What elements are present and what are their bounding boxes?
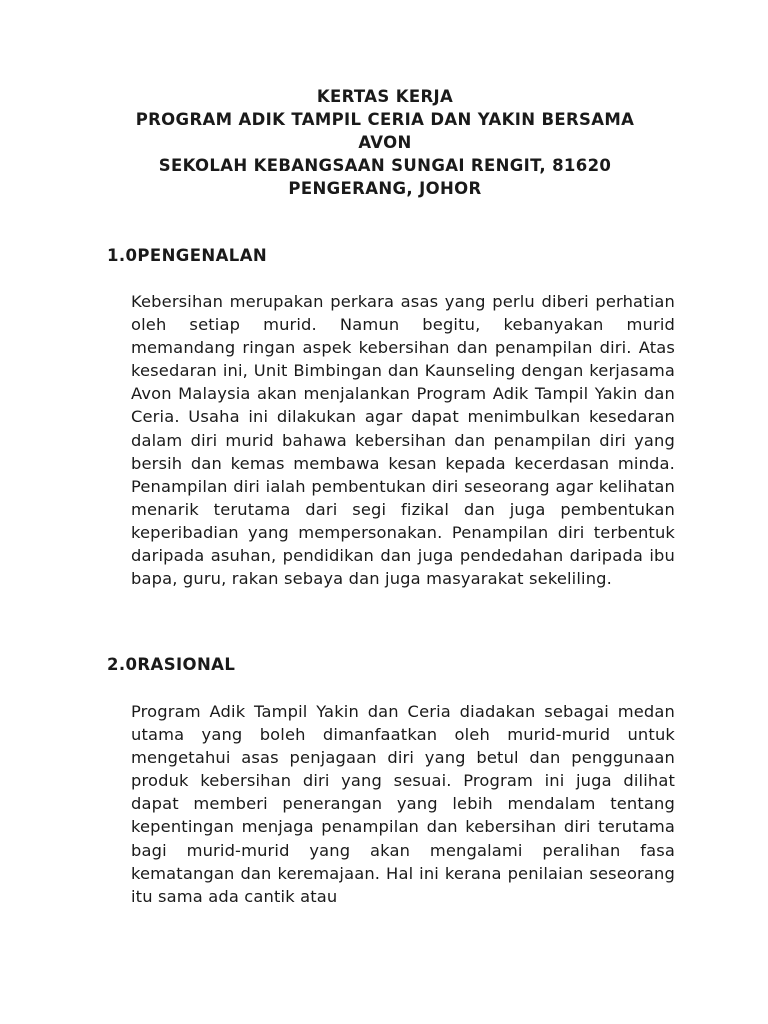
section-body-rasional: Program Adik Tampil Yakin dan Ceria diadakan sebagai medan utama yang boleh dimanfaatkan oleh murid-murid untuk mengetahui asas penjagaan diri yang betul dan penggunaan produk kebersihan diri yang sesuai. Program ini juga dilihat dapat memberi penerangan yang lebih mendalam tentang kepentingan menjaga penampilan dan kebersihan diri terutama bagi murid-murid yang akan mengalami peralihan fasa kematangan dan keremajaan. Hal ini kerana penilaian seseorang itu sama ada cantik atau	[131, 702, 675, 906]
section-heading-rasional: 2.0RASIONAL	[107, 655, 236, 674]
title-line: KERTAS KERJA	[316, 87, 454, 106]
title-line: SEKOLAH KEBANGSAAN SUNGAI RENGIT, 81620	[158, 156, 612, 175]
title-line: PENGERANG, JOHOR	[288, 179, 482, 198]
section-heading-pengenalan: 1.0PENGENALAN	[107, 246, 268, 265]
title-line: AVON	[358, 133, 412, 152]
document-title	[100, 85, 670, 200]
section-body-pengenalan: Kebersihan merupakan perkara asas yang perlu diberi perhatian oleh setiap murid. Namun begitu, kebanyakan murid memandang ringan aspek kebersihan dan penampilan diri. Atas kesedaran ini, Unit Bimbingan dan Kaunseling dengan kerjasama Avon Malaysia akan menjalankan Program Adik Tampil Yakin dan Ceria. Usaha ini dilakukan agar dapat menimbulkan kesedaran dalam diri murid bahawa kebersihan dan penampilan diri yang bersih dan kemas membawa kesan kepada kecerdasan minda. Penampilan diri ialah pembentukan diri seseorang agar kelihatan menarik terutama dari segi fizikal dan juga pembentukan keperibadian yang mempersonakan. Penampilan diri terbentuk daripada asuhan, pendidikan dan juga pendedahan daripada ibu bapa, guru, rakan sebaya dan juga masyarakat sekeliling.	[131, 292, 675, 589]
title-line: PROGRAM ADIK TAMPIL CERIA DAN YAKIN BERSAMA	[135, 110, 635, 129]
